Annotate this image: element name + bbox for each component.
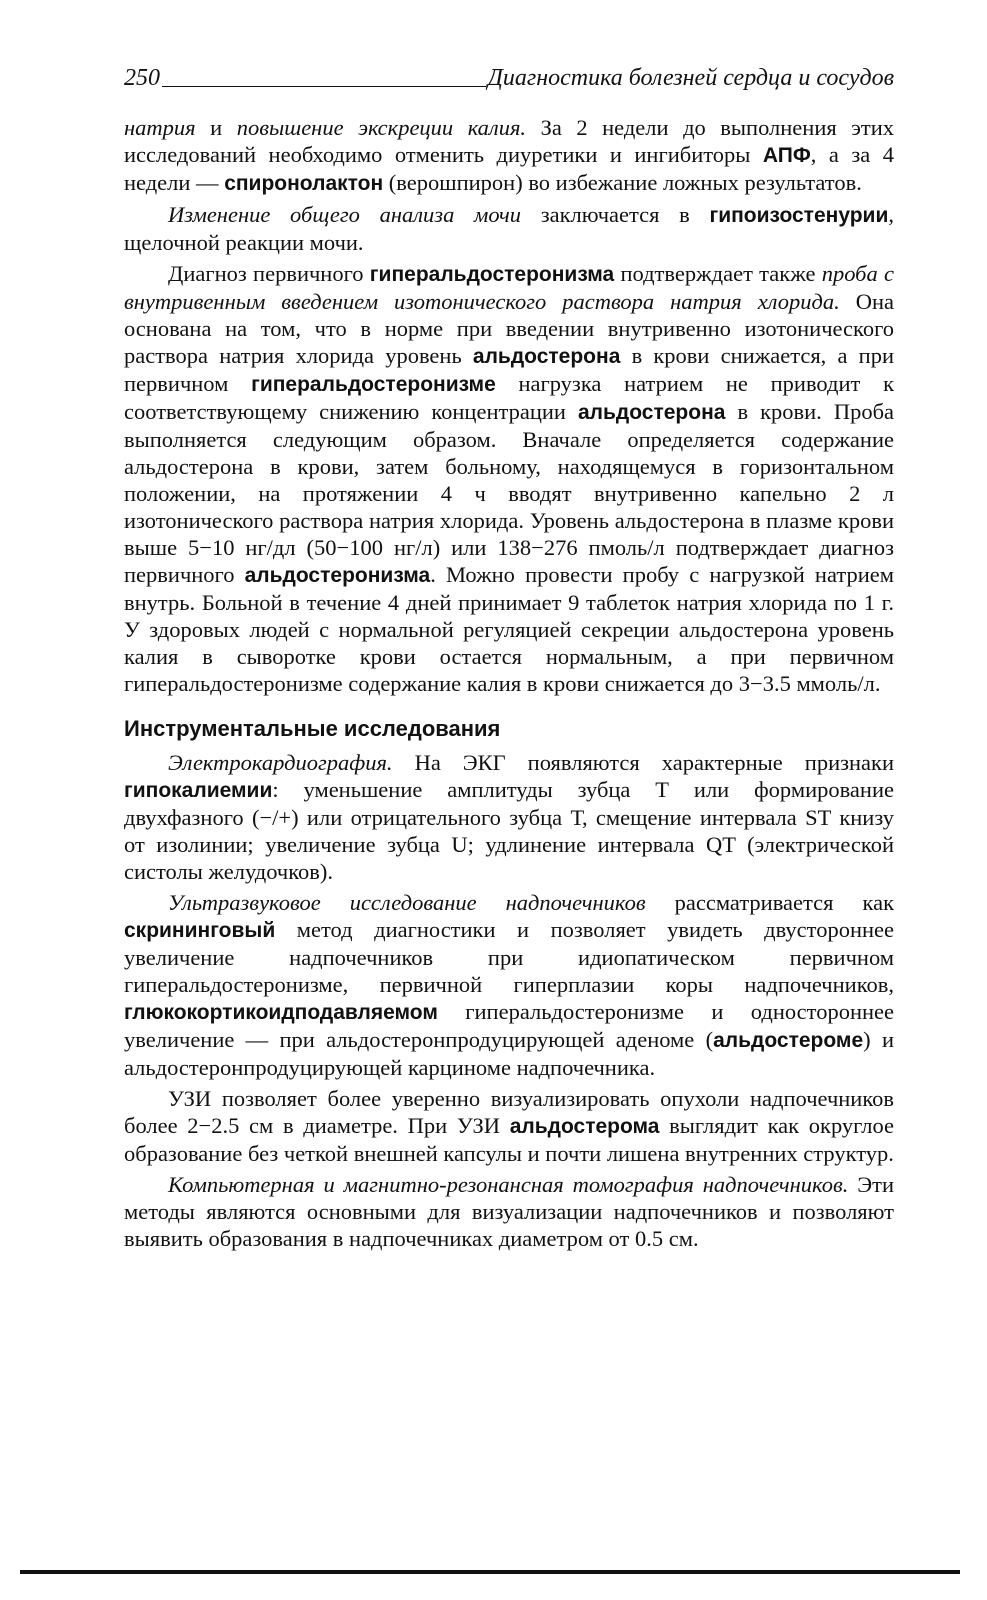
text-run: подтверждает также <box>614 261 822 286</box>
bold-term: альдостерона <box>472 345 621 368</box>
italic-term: Компьютерная и магнитно-резонансная томография надпочечников. <box>168 1172 849 1197</box>
running-header <box>124 56 894 92</box>
paragraph <box>124 114 894 197</box>
italic-term: Ультразвуковое исследование надпочечников <box>168 890 646 915</box>
text-run: метод диагностики и позволяет увидеть двустороннее увеличение надпочечников при идиопатическом первичном гиперальдостеронизме, первичной гиперплазии коры надпочечников, <box>124 917 894 997</box>
paragraph <box>124 201 894 256</box>
book-page <box>124 56 894 1256</box>
bold-term: гиперальдостеронизме <box>251 373 496 396</box>
paragraph <box>124 1085 894 1167</box>
page-bottom-rule <box>20 1570 960 1574</box>
paragraph-group-1 <box>124 114 894 697</box>
text-run: . Можно провести пробу с нагрузкой натрием внутрь. Больной в течение 4 дней принимает 9 таблеток натрия хлорида по 1 г. У здоровых людей с нормальной регуляцией секреции альдостерона уровень калия в сыворотке крови остается нормальным, а при первичном гиперальдостеронизме содержание калия в крови снижается до 3−3.5 ммоль/л. <box>124 562 894 696</box>
text-run: и <box>195 115 237 140</box>
text-run: , щелочной реакции мочи. <box>124 202 894 255</box>
italic-term: Электрокардиография. <box>168 750 393 775</box>
body-text <box>124 114 894 1252</box>
bold-term: гиперальдостеронизма <box>369 263 615 286</box>
page-number: 250 <box>124 65 160 91</box>
section-heading: Инструментальные исследования <box>124 716 501 741</box>
bold-term: глюкокортикоидподавляемом <box>124 1001 438 1024</box>
bold-term: альдостерома <box>509 1115 660 1138</box>
italic-term: повышение экскреции калия. <box>236 115 527 140</box>
paragraph <box>124 260 894 697</box>
bold-term: спиронолактон <box>224 172 384 195</box>
bold-term: гипоизостенурии <box>709 204 889 227</box>
bold-term: гипокалиемии <box>124 779 273 802</box>
bold-term: скрининговый <box>124 919 276 942</box>
text-run: : уменьшение амплитуды зубца Т или формирование двухфазного (−/+) или отрицательного зубца Т, смещение интервала ST книзу от изолинии; увеличение зубца U; удлинение интервала QT (электрической систолы желудочков). <box>124 777 894 884</box>
bold-term: АПФ <box>762 144 811 167</box>
header-rule <box>162 86 486 87</box>
bold-term: альдостероме <box>713 1029 864 1052</box>
bold-term: альдостерона <box>577 401 726 424</box>
text-run: Эти методы являются основными для визуализации надпочечников и позволяют выявить образования в надпочечниках диаметром от 0.5 см. <box>124 1172 894 1251</box>
italic-term: Изменение общего анализа мочи <box>168 202 522 227</box>
bold-term: альдостеронизма <box>244 564 431 587</box>
paragraph <box>124 749 894 885</box>
text-run: , а за 4 недели — <box>124 142 894 195</box>
text-run: (верошпирон) во избежание ложных результатов. <box>383 170 862 195</box>
text-run: За 2 недели до выполнения этих исследований необходимо отменить диуретики и ингибиторы <box>124 115 894 167</box>
text-run: гиперальдостеронизме и одностороннее увеличение — при альдостеронпродуцирующей аденоме ( <box>124 999 894 1052</box>
text-run: заключается в <box>521 202 710 227</box>
text-run: ) и альдостеронпродуцирующей карциноме надпочечника. <box>124 1027 894 1080</box>
text-run: рассматривается как <box>645 890 894 915</box>
text-run: выглядит как округлое образование без четкой внешней капсулы и почти лишена внутренних структур. <box>124 1113 894 1166</box>
text-run: Она основана на том, что в норме при введении внутривенно изотонического раствора натрия хлорида уровень <box>124 289 895 368</box>
text-run: УЗИ позволяет более уверенно визуализировать опухоли надпочечников более 2−2.5 см в диаметре. При УЗИ <box>124 1086 894 1138</box>
text-run: Диагноз первичного <box>168 261 370 286</box>
text-run: На ЭКГ появляются характерные признаки <box>392 750 894 775</box>
paragraph-group-2 <box>124 749 894 1252</box>
paragraph <box>124 1171 894 1252</box>
running-title: Диагностика болезней сердца и сосудов <box>487 65 894 91</box>
paragraph <box>124 889 894 1081</box>
italic-term: натрия <box>124 115 196 140</box>
text-run: в крови снижается, а при первичном <box>124 343 894 396</box>
text-run: в крови. Проба выполняется следующим образом. Вначале определяется содержание альдостерона в крови, затем больному, находящемуся в горизонтальном положении, на протяжении 4 ч вводят внутривенно капельно 2 л изотонического раствора натрия хлорида. Уровень альдостерона в плазме крови выше 5−10 нг/дл (50−100 нг/л) или 138−276 пмоль/л подтверждает диагноз первичного <box>124 399 894 587</box>
italic-term: проба с внутривенным введением изотонического раствора натрия хлорида. <box>124 261 894 314</box>
text-run: нагрузка натрием не приводит к соответствующему снижению концентрации <box>124 371 894 424</box>
